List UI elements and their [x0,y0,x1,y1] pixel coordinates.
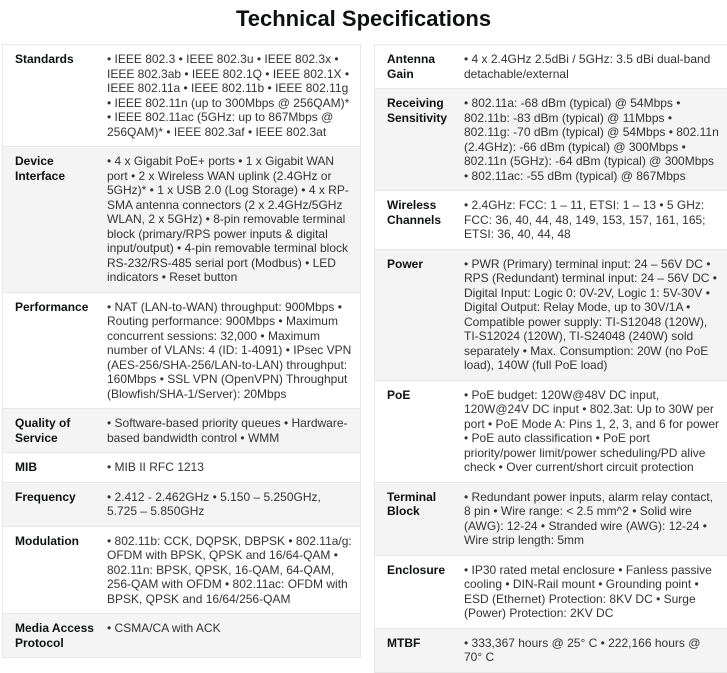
spec-value: • Redundant power inputs, alarm relay contact, 8 pin • Wire range: < 2.5 mm^2 • Solid wire (AWG): 12-24 • Stranded wire (AWG): 12-24 • Wire strip length: 5mm [464,489,713,547]
spec-label: PoE [387,387,411,402]
spec-value: • 4 x Gigabit PoE+ ports • 1 x Gigabit WAN port • 2 x Wireless WAN uplink (2.4GHz or 5GHz)* • 1 x USB 2.0 (Log Storage) • 4 x RP-SMA antenna connectors (2 x 2.4GHz/5GHz WLAN, 2 x 5GHz) • 8-pin removable terminal block (primary/RPS power inputs & digital input/output) • 4-pin removable terminal block RS-232/RS-485 serial port (Modbus) • LED indicators • Reset button [107,154,349,284]
spec-value: • 802.11a: -68 dBm (typical) @ 54Mbps • 802.11b: -83 dBm (typical) @ 11Mbps • 802.11g: -70 dBm (typical) @ 54Mbps • 802.11n (2.4GHz): -66 dBm (typical) @ 300Mbps • 802.11n (5GHz): -64 dBm (typical) @ 300Mbps • 802.11ac: -55 dBm (typical) @ 867Mbps [464,96,719,183]
spec-row [375,45,727,89]
spec-value: • PoE budget: 120W@48V DC input, 120W@24V DC input • 802.3at: Up to 30W per port • PoE Mode A: Pins 1, 2, 3, and 6 for power • PoE auto classification • PoE port priority/power limit/power scheduling/PD alive check • Over current/short circuit protection [464,387,720,474]
spec-row [375,89,727,191]
spec-value: • MIB II RFC 1213 [107,460,204,474]
spec-label: Modulation [15,533,79,548]
spec-label: MTBF [387,635,421,650]
spec-row [3,614,360,657]
spec-row [375,629,727,672]
spec-table-left [2,44,361,658]
spec-label: Standards [15,52,74,66]
spec-label: Device Interface [15,154,66,183]
spec-value: • NAT (LAN-to-WAN) throughput: 900Mbps • Routing performance: 900Mbps • Maximum concurrent sessions: 32,000 • Maximum number of VLANs: 4 (ID: 1-4091) • IPsec VPN (AES-256/SHA-256/LAN-to-LAN) throughput: 160Mbps • SSL VPN (OpenVPN) Throughput (Blowfish/SHA-1/Server): 20Mbps [107,299,352,401]
spec-label: Quality of Service [15,416,71,445]
spec-label: Antenna Gain [387,52,435,81]
spec-label: Terminal Block [387,489,437,518]
spec-row [375,381,727,483]
spec-value: • 4 x 2.4GHz 2.5dBi / 5GHz: 3.5 dBi dual-band detachable/external [464,52,711,81]
spec-row [3,409,360,453]
spec-row [375,483,727,556]
spec-label: Frequency [15,489,76,504]
spec-row [3,293,360,410]
spec-label: Enclosure [387,562,446,577]
spec-value: • 333,367 hours @ 25° C • 222,166 hours @ 70° C [464,635,701,664]
spec-value: • 2.4GHz: FCC: 1 – 11, ETSI: 1 – 13 • 5 GHz: FCC: 36, 40, 44, 48, 149, 153, 157, 161, 165; ETSI: 36, 40, 44, 48 [464,198,706,241]
spec-label: Media Access Protocol [15,621,94,650]
spec-value: • CSMA/CA with ACK [107,621,221,635]
spec-label: MIB [15,460,37,474]
spec-row [3,45,360,147]
spec-row [375,556,727,629]
spec-value: • Software-based priority queues • Hardware-based bandwidth control • WMM [107,416,348,445]
spec-value: • IEEE 802.3 • IEEE 802.3u • IEEE 802.3x • IEEE 802.3ab • IEEE 802.1Q • IEEE 802.1X • IEEE 802.11a • IEEE 802.11b • IEEE 802.11g • IEEE 802.11n (up to 300Mbps @ 256QAM)* • IEEE 802.11ac (5GHz: up to 867Mbps @ 256QAM)* • IEEE 802.3af • IEEE 802.3at [107,52,350,139]
spec-row [3,453,360,483]
spec-value: • 802.11b: CCK, DQPSK, DBPSK • 802.11a/g: OFDM with BPSK, QPSK and 16/64-QAM • 802.11n: BPSK, QPSK, 16-QAM, 64-QAM, 256-QAM with OFDM • 802.11ac: OFDM with BPSK, QPSK and 16/64/256-QAM [107,533,352,606]
spec-row [3,147,360,293]
page-title: Technical Specifications [235,6,492,31]
spec-value: • IP30 rated metal enclosure • Fanless passive cooling • DIN-Rail mount • Grounding point • ESD (Ethernet) Protection: 8KV DC • Surge (Power) Protection: 2KV DC [464,562,712,620]
spec-row [375,191,727,250]
spec-value: • 2.412 - 2.462GHz • 5.150 – 5.250GHz, 5.725 – 5.850GHz [107,489,321,518]
spec-label: Power [387,256,424,271]
spec-tables-container [0,44,727,673]
spec-row [375,250,727,381]
spec-label: Performance [15,299,89,314]
spec-value: • PWR (Primary) terminal input: 24 – 56V DC • RPS (Redundant) terminal input: 24 – 56V DC • Digital Input: Logic 0: 0V-2V, Logic 1: 5V-30V • Digital Output: Relay Mode, up to 30V/1A • Compatible power supply: TI-S12048 (120W), TI-S12024 (120W), TI-S24048 (240W) sold separately • Max. Consumption: 20W (no PoE load), 140W (full PoE load) [464,256,717,372]
spec-table-right [374,44,727,673]
spec-row [3,483,360,527]
spec-label: Receiving Sensitivity [387,96,448,125]
spec-label: Wireless Channels [387,198,442,227]
spec-row [3,527,360,615]
